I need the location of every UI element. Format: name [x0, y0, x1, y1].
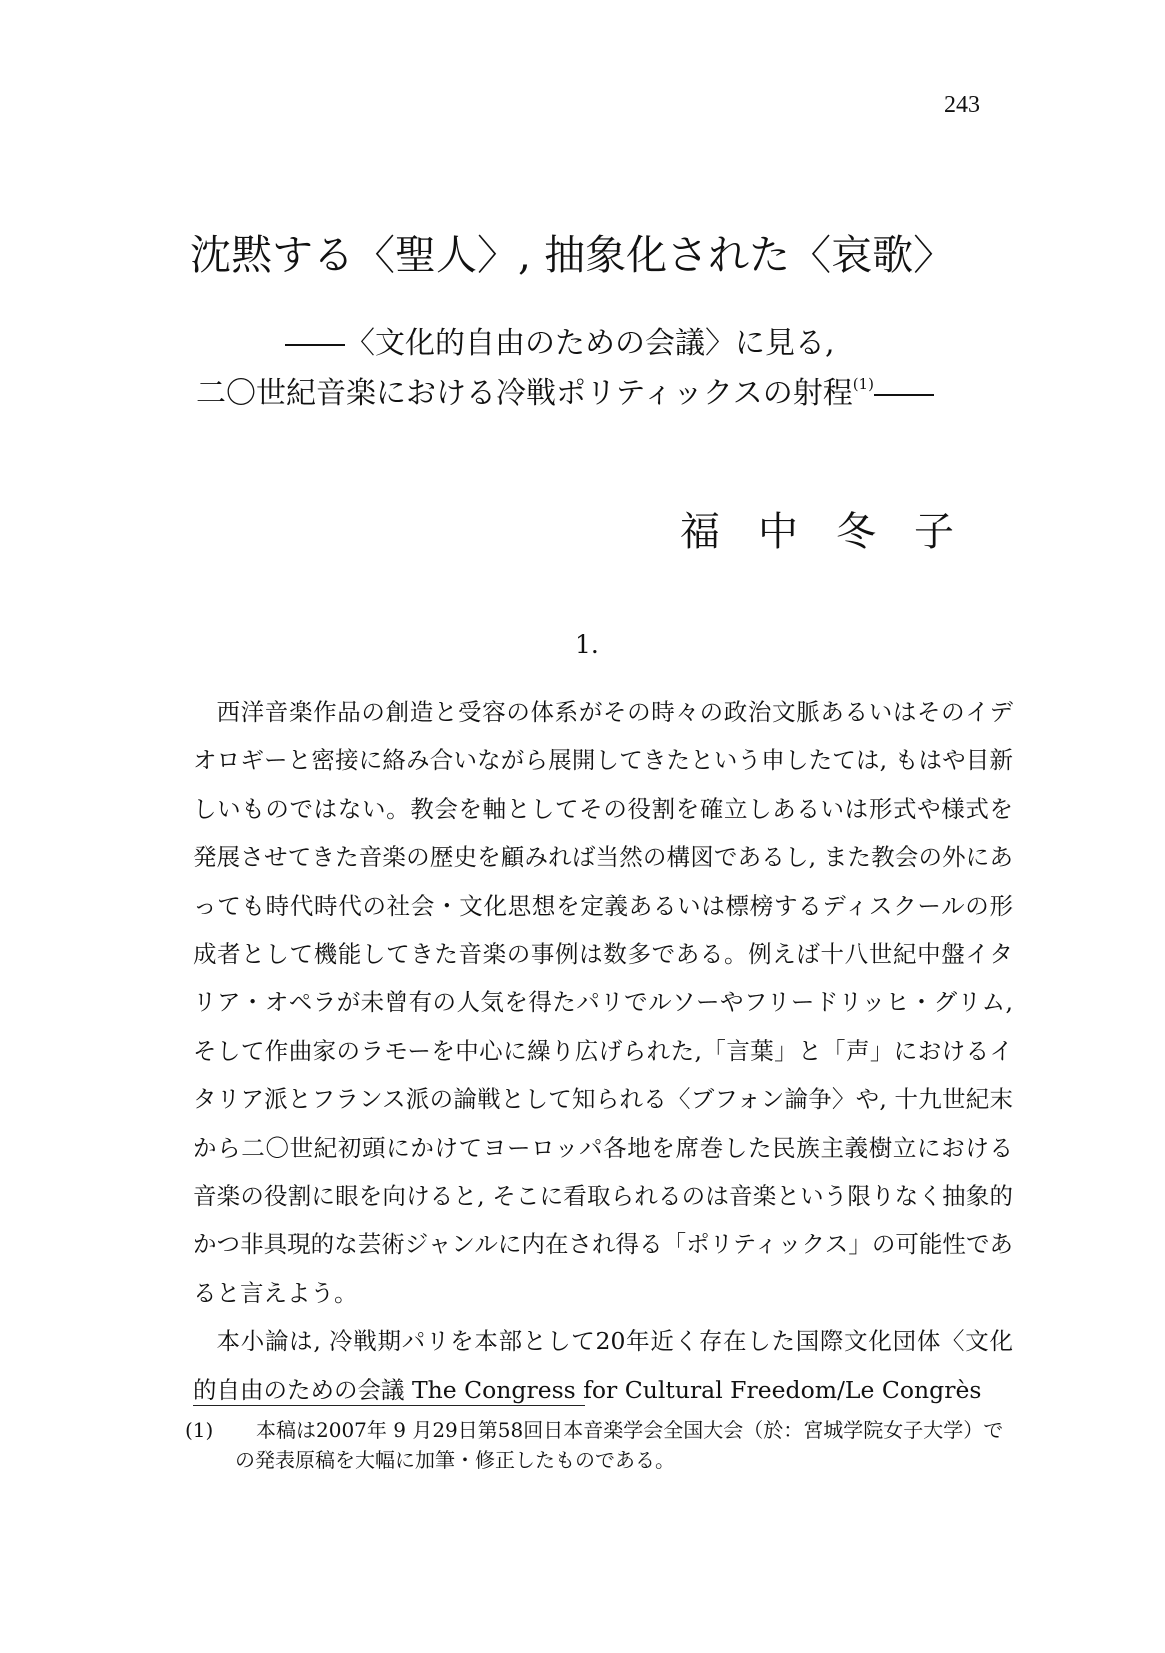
- subtitle-line-2-tail: ――: [873, 376, 934, 411]
- page-number: 243: [944, 92, 980, 118]
- section-heading: 1.: [575, 630, 599, 659]
- footnote-body: [185, 1415, 1010, 1475]
- footnote-mark: (1): [185, 1418, 214, 1442]
- subtitle-line-2: [196, 368, 934, 412]
- author-name: 福中冬子: [680, 509, 992, 555]
- paragraph-2: 本小論は, 冷戦期パリを本部として20年近く存在した国際文化団体〈文化的自由のための会議 The Congress for Cultural Freedom/Le Congrès: [193, 1327, 1013, 1404]
- subtitle-line-1: ――〈文化的自由のための会議〉に見る,: [285, 326, 835, 361]
- footnote: [185, 1415, 1010, 1475]
- paragraph-1: 西洋音楽作品の創造と受容の体系がその時々の政治文脈あるいはそのイデオロギーと密接に絡み合いながら展開してきたという申したては, もはや目新しいものではない。教会を軸としてその役割を確立しあるいは形式や様式を発展させてきた音楽の歴史を顧みれば当然の構図であるし, また教会の外にあっても時代時代の社会・文化思想を定義あるいは標榜するディスクールの形成者として機能してきた音楽の事例は数多である。例えば十八世紀中盤イタリア・オペラが未曾有の人気を得たパリでルソーやフリードリッヒ・グリム, そして作曲家のラモーを中心に繰り広げられた,「言葉」と「声」におけるイタリア派とフランス派の論戦として知られる〈ブフォン論争〉や, 十九世紀末から二〇世紀初頭にかけてヨーロッパ各地を席巻した民族主義樹立における音楽の役割に眼を向けると, そこに看取られるのは音楽という限りなく抽象的かつ非具現的な芸術ジャンルに内在され得る「ポリティックス」の可能性であると言えよう。: [193, 698, 1013, 1307]
- footnote-divider: [193, 1405, 585, 1406]
- footnote-text: 本稿は2007年 9 月29日第58回日本音楽学会全国大会（於：宮城学院女子大学）での発表原稿を大幅に加筆・修正したものである。: [235, 1418, 1004, 1472]
- body-text: [193, 688, 1013, 1414]
- article-title: 沈黙する〈聖人〉, 抽象化された〈哀歌〉: [190, 231, 955, 279]
- footnote-reference: (1): [852, 375, 874, 393]
- subtitle-line-2-text: 二〇世紀音楽における冷戦ポリティックスの射程: [196, 376, 853, 411]
